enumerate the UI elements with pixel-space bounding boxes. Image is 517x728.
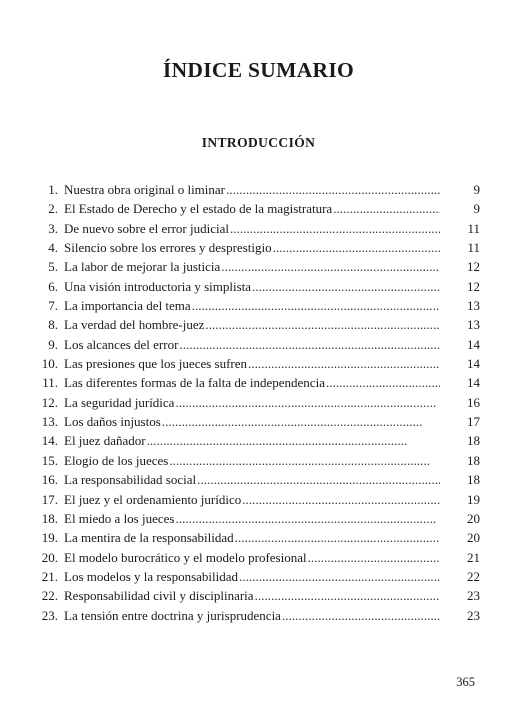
toc-entry-number: 2. [48,201,58,217]
toc-entry-title: El miedo a los jueces [64,510,175,526]
toc-entry-title: Los modelos y la responsabilidad [64,568,239,584]
toc-entry [30,451,480,470]
dot-leader [308,548,440,567]
toc-entry-page: 11 [467,240,480,256]
toc-entry-page: 19 [467,491,480,507]
dot-leader [175,393,440,412]
toc-entry-page: 18 [467,472,480,488]
toc-entry-number: 17. [41,491,58,507]
toc-entry-page: 12 [467,278,480,294]
toc-entry-number: 18. [41,510,58,526]
dot-leader [221,257,440,276]
dot-leader [169,451,440,470]
toc-entry-title: El modelo burocrático y el modelo profesional [64,549,307,565]
toc-entry-number: 9. [48,336,58,352]
dot-leader [252,277,440,296]
toc-entry-page: 20 [467,530,480,546]
toc-entry [30,180,480,199]
toc-entry [30,393,480,412]
toc-entry-page: 11 [467,220,480,236]
toc-entry-page: 14 [467,375,480,391]
toc-entry-title: La verdad del hombre-juez [64,317,205,333]
toc-entry-number: 16. [41,472,58,488]
toc-entry-title: Los alcances del error [64,336,179,352]
dot-leader [175,509,440,528]
dot-leader [197,470,440,489]
dot-leader [282,606,440,625]
toc-entry-page: 13 [467,298,480,314]
toc-entry-title: Elogio de los jueces [64,452,169,468]
dot-leader [226,180,440,199]
dot-leader [242,490,440,509]
toc-entry [30,238,480,257]
toc-entry-title: Una visión introductoria y simplista [64,278,252,294]
toc-entry-page: 16 [467,394,480,410]
toc-entry-number: 11. [42,375,58,391]
dot-leader [255,586,440,605]
toc-entry-number: 5. [48,259,58,275]
toc-entry-page: 14 [467,336,480,352]
toc-entry [30,548,480,567]
toc-entry [30,586,480,605]
toc-entry-number: 1. [48,182,58,197]
toc-entry-title: La seguridad jurídica [64,394,175,410]
toc-entry-title: La mentira de la responsabilidad [64,530,234,546]
toc-entry [30,567,480,586]
toc-entry-title: Las diferentes formas de la falta de independencia [64,375,325,391]
toc-entry-title: Nuestra obra original o liminar [64,182,226,197]
dot-leader [235,528,440,547]
toc-entry-number: 3. [48,220,58,236]
toc-entry [30,219,480,238]
dot-leader [192,296,440,315]
toc-entry-number: 6. [48,278,58,294]
dot-leader [230,219,440,238]
section-heading: INTRODUCCIÓN [201,135,316,150]
toc-entry-page: 20 [467,510,480,526]
toc-entry-title: La importancia del tema [64,298,191,314]
dot-leader [179,335,440,354]
toc-entry [30,509,480,528]
toc-entry-title: Silencio sobre los errores y desprestigio [64,240,272,256]
toc-entry [30,315,480,334]
toc-entry-title: La labor de mejorar la justicia [64,259,221,275]
toc-entry-number: 12. [41,394,58,410]
toc-entry [30,257,480,276]
toc-entry-number: 22. [41,588,58,604]
toc-entry [30,277,480,296]
toc-entry-number: 8. [48,317,58,333]
toc-entry-title: La tensión entre doctrina y jurisprudencia [64,607,281,623]
dot-leader [333,199,440,218]
dot-leader [248,354,440,373]
dot-leader [147,431,440,450]
dot-leader [205,315,440,334]
toc-entry [30,470,480,489]
toc-entry-page: 12 [467,259,480,275]
toc-entry-page: 13 [467,317,480,333]
toc-entry-number: 7. [48,298,58,314]
toc-entry-number: 20. [41,549,58,565]
toc-entry-title: La responsabilidad social [64,472,197,488]
toc-entry-title: Las presiones que los jueces sufren [64,356,248,372]
page-title: ÍNDICE SUMARIO [162,58,355,82]
toc-entry-number: 4. [48,240,58,256]
toc-entry-title: El juez y el ordenamiento jurídico [64,491,242,507]
toc-entry [30,199,480,218]
toc-entry-number: 13. [41,414,58,430]
toc-entry-title: De nuevo sobre el error judicial [64,220,229,236]
toc-entry [30,296,480,315]
toc-entry [30,354,480,373]
dot-leader [273,238,440,257]
dot-leader [326,373,440,392]
toc-entry-number: 21. [41,568,58,584]
toc-entry-page: 17 [467,414,480,430]
dot-leader [162,412,440,431]
toc-entry-number: 19. [41,530,58,546]
toc-entry-page: 14 [467,356,480,372]
toc-entry [30,431,480,450]
toc-entry [30,373,480,392]
toc-entry-page: 23 [467,607,480,623]
toc-entry-title: El Estado de Derecho y el estado de la magistratura [64,201,333,217]
toc-entry-page: 18 [467,433,480,449]
toc-entry-page: 9 [473,182,480,197]
toc-entry-number: 14. [41,433,58,449]
toc-entry [30,335,480,354]
toc-entry [30,528,480,547]
toc-entry-page: 18 [467,452,480,468]
toc-entry [30,412,480,431]
toc-entry-page: 22 [467,568,480,584]
toc-entry-title: Los daños injustos [64,414,161,430]
toc-entry [30,490,480,509]
page-number: 365 [456,675,475,689]
toc-entry [30,606,480,625]
toc-entry-page: 9 [473,201,480,217]
toc-entry-number: 10. [41,356,58,372]
toc-entry-page: 21 [467,549,480,565]
toc-entry-title: El juez dañador [64,433,146,449]
toc-entry-title: Responsabilidad civil y disciplinaria [64,588,254,604]
toc-entry-number: 15. [41,452,58,468]
dot-leader [239,567,440,586]
table-of-contents [30,180,480,625]
toc-entry-page: 23 [467,588,480,604]
toc-entry-number: 23. [41,607,58,623]
